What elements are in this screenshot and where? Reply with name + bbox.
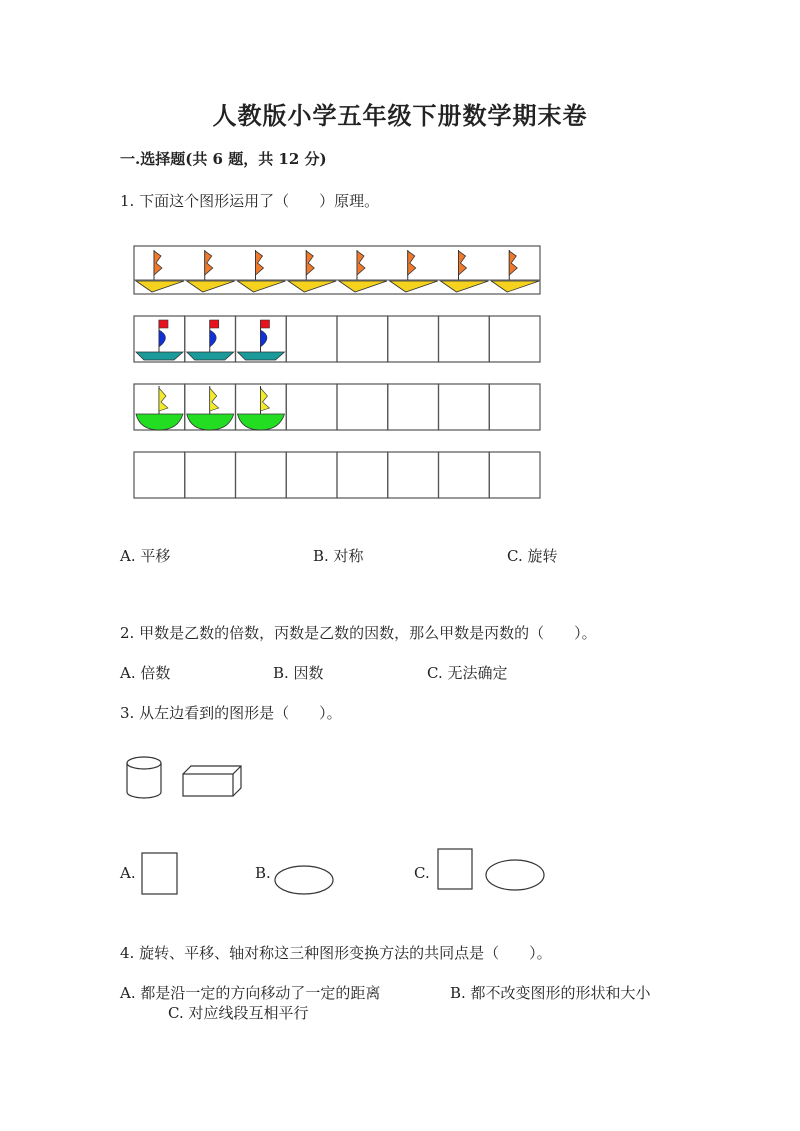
question-3-option-c[interactable]: C. bbox=[414, 864, 430, 882]
page-title: 人教版小学五年级下册数学期末卷 bbox=[212, 101, 588, 130]
grid-cell bbox=[388, 316, 439, 362]
flag-motif bbox=[238, 250, 286, 292]
question-2-option-a[interactable]: A. 倍数 bbox=[120, 664, 171, 682]
question-2-option-c[interactable]: C. 无法确定 bbox=[427, 664, 508, 682]
figure-row-blue-boats bbox=[134, 316, 540, 362]
question-3-option-a[interactable]: A. bbox=[120, 864, 136, 882]
grid-cell bbox=[489, 452, 540, 498]
question-1-stem: 1. 下面这个图形运用了（ ）原理。 bbox=[120, 192, 380, 210]
blue-boat-motif bbox=[136, 320, 183, 360]
grid-cell bbox=[439, 316, 490, 362]
question-4-option-c[interactable]: C. 对应线段互相平行 bbox=[168, 1004, 309, 1022]
question-1-option-a[interactable]: A. 平移 bbox=[120, 547, 171, 565]
figure-row-empty bbox=[134, 452, 540, 498]
grid-cell bbox=[489, 384, 540, 430]
question-2-option-b[interactable]: B. 因数 bbox=[273, 664, 324, 682]
cuboid-shape bbox=[183, 766, 241, 796]
grid-cell bbox=[388, 452, 439, 498]
green-boat-motif bbox=[136, 386, 183, 430]
grid-cell bbox=[236, 452, 287, 498]
option-a-square-shape bbox=[141, 852, 179, 896]
grid-cell bbox=[134, 452, 185, 498]
grid-cell bbox=[286, 452, 337, 498]
grid-cell bbox=[337, 384, 388, 430]
question-1-option-c[interactable]: C. 旋转 bbox=[507, 547, 558, 565]
grid-cell bbox=[439, 384, 490, 430]
flag-motif bbox=[390, 250, 438, 292]
flag-motif bbox=[288, 250, 336, 292]
question-2-stem: 2. 甲数是乙数的倍数，丙数是乙数的因数，那么甲数是丙数的（ ）。 bbox=[120, 624, 597, 642]
flag-motif bbox=[339, 250, 387, 292]
flag-motif bbox=[136, 250, 184, 292]
option-c-ellipse-shape bbox=[484, 858, 546, 892]
question-4-option-b[interactable]: B. 都不改变图形的形状和大小 bbox=[450, 984, 651, 1002]
green-boat-motif bbox=[238, 386, 285, 430]
question-1-figure bbox=[130, 244, 546, 504]
grid-cell bbox=[337, 452, 388, 498]
question-3-solids-figure bbox=[120, 752, 250, 804]
grid-cell bbox=[388, 384, 439, 430]
grid-cell bbox=[337, 316, 388, 362]
question-1-option-b[interactable]: B. 对称 bbox=[313, 547, 364, 565]
flag-motif bbox=[187, 250, 235, 292]
grid-cell bbox=[185, 452, 236, 498]
grid-cell bbox=[286, 316, 337, 362]
blue-boat-motif bbox=[238, 320, 285, 360]
section-heading: 一.选择题(共 6 题，共 12 分) bbox=[120, 150, 327, 168]
option-b-ellipse-shape bbox=[273, 864, 335, 896]
blue-boat-motif bbox=[187, 320, 234, 360]
flag-motif bbox=[491, 250, 539, 292]
flag-motif bbox=[441, 250, 489, 292]
option-c-rectangle-shape bbox=[437, 848, 475, 892]
figure-row-green-boats bbox=[134, 384, 540, 430]
grid-cell bbox=[489, 316, 540, 362]
question-4-stem: 4. 旋转、平移、轴对称这三种图形变换方法的共同点是（ ）。 bbox=[120, 944, 552, 962]
cylinder-shape bbox=[127, 757, 161, 798]
question-4-option-a[interactable]: A. 都是沿一定的方向移动了一定的距离 bbox=[120, 984, 381, 1002]
green-boat-motif bbox=[187, 386, 234, 430]
question-3-stem: 3. 从左边看到的图形是（ ）。 bbox=[120, 704, 342, 722]
grid-cell bbox=[439, 452, 490, 498]
question-3-option-b[interactable]: B. bbox=[255, 864, 271, 882]
grid-cell bbox=[286, 384, 337, 430]
